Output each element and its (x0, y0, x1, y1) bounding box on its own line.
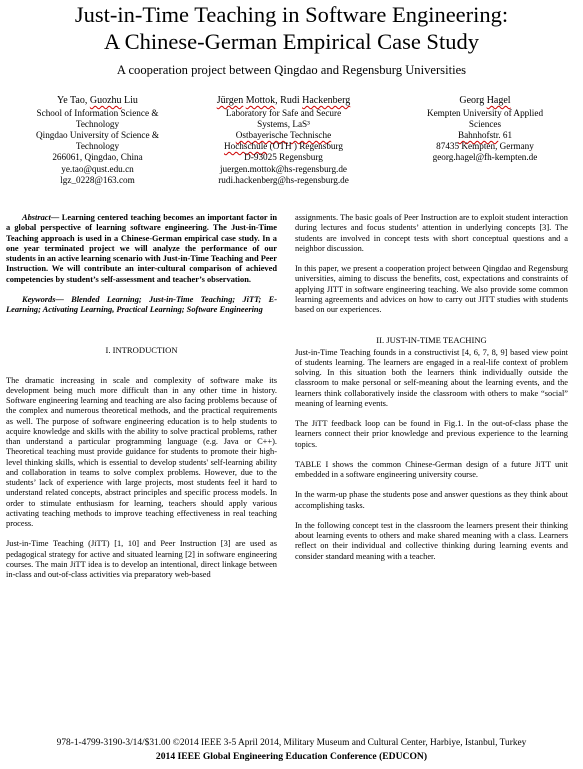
author-affiliation: Technology (75, 118, 120, 129)
author-affiliation: Laboratory for Safe and Secure (225, 107, 342, 118)
author-block-2 (200, 95, 367, 186)
author-affiliation: Systems, LaS³ (257, 118, 310, 129)
footer-conference: 2014 IEEE Global Engineering Education Conference (EDUCON) (155, 751, 428, 762)
author-email: lgz_0228@163.com (60, 174, 135, 185)
author-affiliation: Kempten University of Applied (426, 107, 544, 118)
author-affiliation: Hochschule (OTH ) Regensburg (224, 141, 343, 152)
section-heading-introduction: I. INTRODUCTION (105, 345, 178, 356)
right-paragraph-2: In this paper, we present a cooperation project between Qingdao and Regensburg universities, aiming to discuss the benefits, cost, expectations and constraints of applying JITT in software engineering teaching. We also provide some common learning agreements and advices on how to carry out JITT studies with students based on our experiences. (295, 264, 568, 314)
author-email: georg.hagel@fh-kempten.de (432, 152, 538, 163)
keywords-text: Blended Learning; Just-in-Time Teaching; JiTT; E-Learning; Activating Learning, Practical Learning; Software Engineering (6, 294, 277, 314)
author-names: Ye Tao, Guozhu Liu (57, 95, 138, 106)
author-email: ye.tao@qust.edu.cn (61, 163, 134, 174)
author-address: 266061, Qingdao, China (52, 152, 143, 163)
jitt-paragraph-4: In the warm-up phase the students pose and answer questions as they think about accomplishing tasks. (295, 490, 568, 510)
keywords-lead: Keywords— (22, 294, 64, 304)
author-email: juergen.mottok@hs-regensburg.de (219, 163, 348, 174)
paper-subtitle: A cooperation project between Qingdao and Regensburg Universities (116, 63, 467, 77)
right-paragraph-1: assignments. The basic goals of Peer Instruction are to exploit student interaction during lectures and focus students’ attention in underlying concepts [3]. The students are involved in concept tests with short conceptual questions and a neighbor discussion. (295, 213, 568, 253)
author-block-3 (400, 95, 570, 164)
author-affiliation: Ostbayerische Technische (235, 129, 332, 140)
author-block-1 (14, 95, 181, 186)
jitt-paragraph-5: In the following concept test in the classroom the learners present their thinking about learning events to others and make shared meaning with a class. Learners reflect on their individual and collective thinking during learning events and consider standard meaning with a teacher. (295, 520, 568, 561)
author-address: 87435 Kempten, Germany (436, 141, 534, 152)
intro-paragraph-1: The dramatic increasing in scale and complexity of software make its development being much more difficult than in any other time in history. Software engineering learning and teaching are also facing problems because of the complex and numerous theoretical methods, and the practical requirements as well. The purpose of software engineering education is to help students to acquire knowledge and skills with the ability to solve practical problems, rather than understand a particular programming language (e.g. Java or C++). Theoretical teaching must provide guidance for students to promote their high-level thinking skills, which is essential to develop students' self-learning ability and collaboration in teams to solve complex problems. However, due to the students’ lack of experience with large projects, most students feel it hard to understand related concepts, abstract principles and specific process models. In order to stimulate enthusiasm for learning, teachers should apply various activating teaching methods to improve teaching effectiveness in real teaching process. (6, 375, 277, 528)
jitt-paragraph-2: The JiTT feedback loop can be found in Fig.1. In the out-of-class phase the learners connect their prior knowledge and previous experience to the learning topics. (295, 419, 568, 449)
author-email: rudi.hackenberg@hs-regensburg.de (218, 174, 349, 185)
jitt-paragraph-1: Just-in-Time Teaching founds in a constructivist [4, 6, 7, 8, 9] based view point of students learning. The learners are engaged in a real-life context of problem solving. In this situation both the learners think individually outside the classroom to make personal or self-meaning about the learning events, and the learners think collaboratively inside the classroom with others to make “social” meaning of learning events. (295, 347, 568, 408)
intro-paragraph-2: Just-in-Time Teaching (JiTT) [1, 10] and Peer Instruction [3] are used as pedagogical strategy for active and situated learning [2] in software engineering courses. The main JiTT idea is to develop an intentional, direct linkage between in-class and out-of-class activities via preparatory web-based (6, 539, 277, 579)
author-affiliation: School of Information Science & (36, 107, 159, 118)
title-line-2: A Chinese-German Empirical Case Study (104, 29, 479, 54)
author-affiliation: Sciences (468, 118, 502, 129)
left-column (6, 213, 277, 580)
author-affiliation: Technology (75, 141, 120, 152)
keywords (6, 295, 277, 316)
abstract-text: Learning centered teaching becomes an important factor in a global perspective of learning software engineering. The Just-in-Time Teaching approach is used in a Chinese-German empirical case study. In a one year terminated project we will analyze the performance of our students in an active learning scenario with Just-in-Time Teaching and Peer Instruction. We will contribute an inter-cultural comparison of achieved competencies by student’s self-assessment and teacher’s observation. (6, 213, 277, 284)
paper-title (0, 1, 583, 55)
section-heading-jitt: II. JUST-IN-TIME TEACHING (376, 335, 487, 346)
right-column (295, 213, 568, 562)
author-address: Bahnhofstr. 61 (457, 129, 513, 140)
jitt-paragraph-3: TABLE I shows the common Chinese-German design of a future JiTT unit embedded in a software engineering university course. (295, 459, 568, 479)
author-affiliation: Qingdao University of Science & (36, 129, 159, 140)
author-address: D-93025 Regensburg (244, 152, 323, 163)
title-line-1: Just-in-Time Teaching in Software Engineering: (74, 2, 509, 27)
abstract-lead: Abstract— (22, 213, 60, 222)
footer-copyright: 978-1-4799-3190-3/14/$31.00 ©2014 IEEE 3-5 April 2014, Military Museum and Cultural Center, Harbiye, Istanbul, Turkey (56, 738, 527, 748)
author-names: Georg Hagel (459, 95, 511, 106)
abstract (6, 213, 277, 285)
author-names: Jürgen Mottok, Rudi Hackenberg (216, 95, 351, 106)
